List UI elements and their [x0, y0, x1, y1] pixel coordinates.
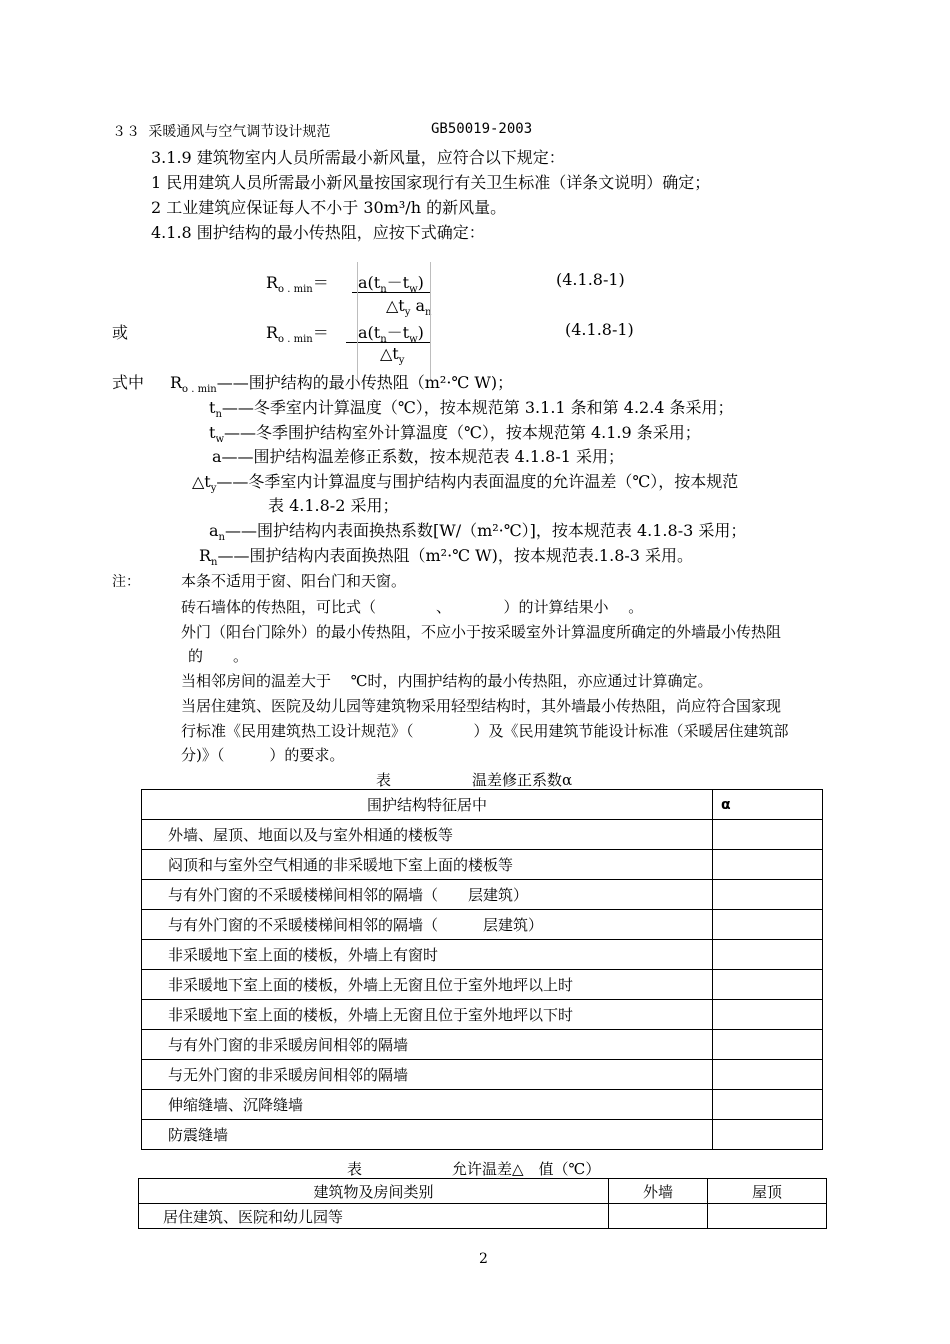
header-cell: 屋顶 — [708, 1179, 827, 1204]
note-3-cont: 的 。 — [188, 647, 249, 665]
table2-caption-prefix: 表 — [347, 1160, 363, 1178]
guide-line-right — [430, 262, 431, 380]
table-row — [142, 910, 823, 940]
standard-code: GB50019-2003 — [431, 121, 533, 137]
note-3: 外门（阳台门除外）的最小传热阻，不应小于按采暖室外计算温度所确定的外墙最小传热阻 — [181, 623, 782, 641]
running-header — [112, 121, 330, 141]
table-cell — [713, 820, 823, 850]
clause-item-1: 1 民用建筑人员所需最小新风量按国家现行有关卫生标准（详条文说明）确定； — [151, 173, 711, 192]
table-cell: 非采暖地下室上面的楼板，外墙上有窗时 — [142, 940, 713, 970]
def-dty-cont: 表 4.1.8-2 采用； — [268, 496, 399, 515]
where-label: 式中 — [112, 373, 145, 392]
formula1-denominator: $\triangle t_y$ $a_n$ — [386, 296, 432, 319]
table-cell — [713, 940, 823, 970]
note-5-cont2: 分)》（ ）的要求。 — [181, 746, 345, 764]
table-cell: 与有外门窗的不采暖楼梯间相邻的隔墙（ 层建筑） — [142, 910, 713, 940]
table-cell — [609, 1204, 708, 1229]
formula1-fraction-bar — [352, 292, 430, 293]
table-row — [139, 1204, 827, 1229]
allowable-temperature-difference-table — [138, 1178, 827, 1229]
note-5-cont: 行标准《民用建筑热工设计规范》（ ）及《民用建筑节能设计标准（采暖居住建筑部 — [181, 722, 789, 740]
formula1-ref: (4.1.8-1) — [556, 270, 625, 289]
table-cell — [713, 1090, 823, 1120]
table-header-row — [139, 1179, 827, 1204]
def-a: a——围护结构温差修正系数，按本规范表 4.1.8-1 采用； — [212, 447, 625, 466]
table-row — [142, 850, 823, 880]
table-row — [142, 940, 823, 970]
table-row — [142, 1090, 823, 1120]
def-r-min: $R_{o . min}——$围护结构的最小传热阻（m²·℃ W)； — [170, 373, 514, 396]
table-cell: 与无外门窗的非采暖房间相邻的隔墙 — [142, 1060, 713, 1090]
table-cell — [713, 1120, 823, 1150]
formula2-denominator: $\triangle t_y$ — [380, 344, 405, 367]
clause-item-2: 2 工业建筑应保证每人不小于 30m³/h 的新风量。 — [151, 198, 507, 217]
table-cell — [713, 910, 823, 940]
table-cell — [713, 970, 823, 1000]
table-cell: 非采暖地下室上面的楼板，外墙上无窗且位于室外地坪以下时 — [142, 1000, 713, 1030]
table-row — [142, 820, 823, 850]
table-row — [142, 1120, 823, 1150]
table-cell — [713, 1060, 823, 1090]
clause-4-1-8: 4.1.8 围护结构的最小传热阻，应按下式确定： — [151, 223, 485, 242]
table-row — [142, 1060, 823, 1090]
formula1-lhs: $R_{o . min}=$ — [266, 273, 329, 296]
def-an: $a_n——$围护结构内表面换热系数[W/（m²·℃）]，按本规范表 4.1.8-3 采用； — [209, 521, 747, 544]
header-cell: 建筑物及房间类别 — [139, 1179, 609, 1204]
formula1-numerator: $a(t_n-t_w)$ — [358, 273, 424, 296]
formula2-fraction-bar — [346, 342, 430, 343]
clause-3-1-9: 3.1.9 建筑物室内人员所需最小新风量，应符合以下规定： — [151, 148, 565, 167]
def-dty: $\triangle t_y——$冬季室内计算温度与围护结构内表面温度的允许温差（℃），按本规范 — [192, 472, 739, 495]
table-cell — [713, 1030, 823, 1060]
table-cell — [708, 1204, 827, 1229]
table-cell — [713, 880, 823, 910]
page-number: 2 — [479, 1251, 488, 1267]
def-rn: $R_n——$围护结构内表面换热阻（m²·℃ W)，按本规范表.1.8-3 采用。 — [199, 546, 694, 569]
header-cell: 围护结构特征居中 — [142, 790, 713, 820]
table2-caption-title: 允许温差△ 值（℃） — [452, 1160, 601, 1178]
table-row — [142, 880, 823, 910]
table-cell: 居住建筑、医院和幼儿园等 — [139, 1204, 609, 1229]
note-5: 当居住建筑、医院及幼儿园等建筑物采用轻型结构时，其外墙最小传热阻，尚应符合国家现 — [181, 697, 782, 715]
formula2-lhs: $R_{o . min}=$ — [266, 323, 329, 346]
table-cell: 闷顶和与室外空气相通的非采暖地下室上面的楼板等 — [142, 850, 713, 880]
note-1: 本条不适用于窗、阳台门和天窗。 — [181, 572, 407, 590]
temperature-correction-table — [141, 789, 823, 1150]
table-cell — [713, 850, 823, 880]
table-cell: 防震缝墙 — [142, 1120, 713, 1150]
header-cell: 外墙 — [609, 1179, 708, 1204]
formula2-numerator: $a(t_n-t_w)$ — [358, 323, 424, 346]
header-left: ３３ 采暖通风与空气调节设计规范 — [112, 124, 331, 140]
table1-caption-title: 温差修正系数α — [472, 771, 573, 789]
table-row — [142, 1000, 823, 1030]
table-row — [142, 1030, 823, 1060]
table-cell: 伸缩缝墙、沉降缝墙 — [142, 1090, 713, 1120]
table-cell: 外墙、屋顶、地面以及与室外相通的楼板等 — [142, 820, 713, 850]
table-cell — [713, 1000, 823, 1030]
notes-label: 注： — [112, 574, 140, 590]
table-header-row — [142, 790, 823, 820]
note-2: 砖石墙体的传热阻，可比式（ 、 ）的计算结果小 。 — [181, 598, 644, 616]
def-tn: $t_n——$冬季室内计算温度（℃），按本规范第 3.1.1 条和第 4.2.4 条采用； — [209, 398, 734, 421]
table-cell: 非采暖地下室上面的楼板，外墙上无窗且位于室外地坪以上时 — [142, 970, 713, 1000]
header-cell: α — [713, 790, 823, 820]
table-row — [142, 970, 823, 1000]
def-tw: $t_w——$冬季围护结构室外计算温度（℃），按本规范第 4.1.9 条采用； — [209, 423, 701, 446]
formula2-ref: (4.1.8-1) — [565, 320, 634, 339]
or-label: 或 — [112, 323, 129, 342]
table-cell: 与有外门窗的非采暖房间相邻的隔墙 — [142, 1030, 713, 1060]
guide-line-left — [357, 262, 358, 380]
table1-caption-prefix: 表 — [376, 771, 392, 789]
table-cell: 与有外门窗的不采暖楼梯间相邻的隔墙（ 层建筑） — [142, 880, 713, 910]
note-4: 当相邻房间的温差大于 ℃时，内围护结构的最小传热阻，亦应通过计算确定。 — [181, 672, 713, 690]
